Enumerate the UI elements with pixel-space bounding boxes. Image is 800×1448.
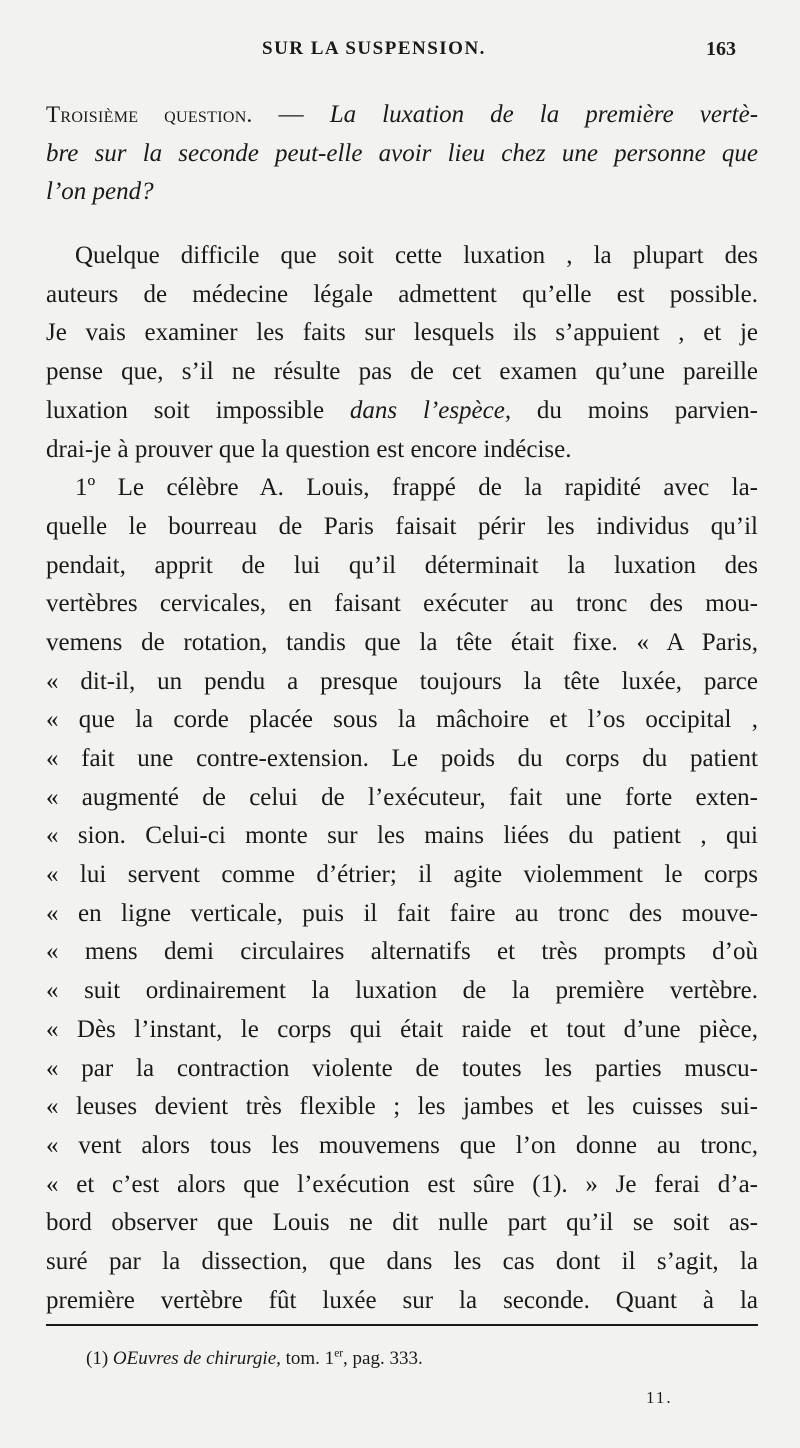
text-line: vemens de rotation, tandis que la tête était fixe. « A Paris,: [46, 628, 758, 656]
text-line: « lui servent comme d’étrier; il agite violemment le corps: [46, 861, 758, 889]
footnote-title: OEuvres de chirurgie,: [112, 1348, 281, 1369]
italic-run: dans l’espèce,: [349, 396, 512, 424]
footnote-text: , pag. 333.: [343, 1348, 423, 1369]
page-header: [0, 38, 800, 68]
text-line: « que la corde placée sous la mâchoire et l’os occipital ,: [46, 706, 758, 734]
footnote: [86, 1348, 423, 1370]
page-body: [46, 96, 758, 1320]
text-line: « vent alors tous les mouvemens que l’on donne au tronc,: [46, 1131, 758, 1159]
text-line: « en ligne verticale, puis il fait faire au tronc des mouve-: [46, 899, 758, 927]
text-line: « augmenté de celui de l’exécuteur, fait une forte exten-: [46, 783, 758, 811]
text-line: « fait une contre-extension. Le poids du corps du patient: [46, 745, 758, 772]
text-line: pendait, apprit de lui qu’il déterminait la luxation des: [46, 551, 758, 579]
question-dash: —: [252, 101, 330, 128]
text-line: « mens demi circulaires alternatifs et très prompts d’où: [46, 938, 758, 966]
question-line: bre sur la seconde peut-elle avoir lieu chez une personne que: [46, 139, 758, 167]
question-line: l’on pend?: [46, 178, 154, 206]
footnote-marker: (1): [86, 1348, 113, 1369]
footnote-superscript: er: [334, 1347, 344, 1360]
page-number: 163: [706, 38, 736, 60]
footnote-rule: [46, 1324, 758, 1326]
running-head: SUR LA SUSPENSION.: [262, 38, 486, 59]
text-line: « sion. Celui-ci monte sur les mains liées du patient , qui: [46, 822, 758, 850]
text-line: première vertèbre fût luxée sur la seconde. Quant à la: [46, 1286, 758, 1314]
text-line: « leuses devient très flexible ; les jambes et les cuisses sui-: [46, 1093, 758, 1121]
question-label: Troisième question.: [46, 102, 253, 127]
question-text: La luxation de la première vertè-: [329, 101, 759, 128]
text-line: [46, 392, 758, 431]
question-line: [46, 96, 758, 135]
text-line: bord observer que Louis ne dit nulle part qu’il se soit as-: [46, 1209, 758, 1237]
text-line: 1º Le célèbre A. Louis, frappé de la rapidité avec la-: [75, 474, 758, 502]
text-line: Je vais examiner les faits sur lesquels ils s’appuient , et je: [46, 319, 758, 347]
text-line: « Dès l’instant, le corps qui était raide et tout d’une pièce,: [46, 1015, 758, 1043]
text-line: pense que, s’il ne résulte pas de cet examen qu’une pareille: [46, 358, 758, 386]
signature-mark: 11.: [646, 1388, 673, 1407]
text-line: suré par la dissection, que dans les cas dont il s’agit, la: [46, 1247, 758, 1275]
text-line: « et c’est alors que l’exécution est sûre (1). » Je ferai d’a-: [46, 1170, 758, 1198]
text-run: du moins parvien-: [511, 396, 758, 424]
text-run: luxation soit impossible: [46, 396, 350, 424]
spacer: [46, 212, 758, 237]
text-line: « dit-il, un pendu a presque toujours la tête luxée, parce: [46, 667, 758, 695]
text-line: Quelque difficile que soit cette luxation , la plupart des: [75, 242, 758, 270]
text-line: quelle le bourreau de Paris faisait périr les individus qu’il: [46, 512, 758, 540]
footnote-text: tom. 1: [280, 1348, 335, 1369]
text-line: « suit ordinairement la luxation de la première vertèbre.: [46, 977, 758, 1005]
text-line: drai-je à prouver que la question est encore indécise.: [46, 435, 572, 463]
text-line: vertèbres cervicales, en faisant exécuter au tronc des mou-: [46, 590, 758, 618]
text-line: « par la contraction violente de toutes les parties muscu-: [46, 1054, 758, 1082]
text-line: auteurs de médecine légale admettent qu’elle est possible.: [46, 280, 758, 308]
